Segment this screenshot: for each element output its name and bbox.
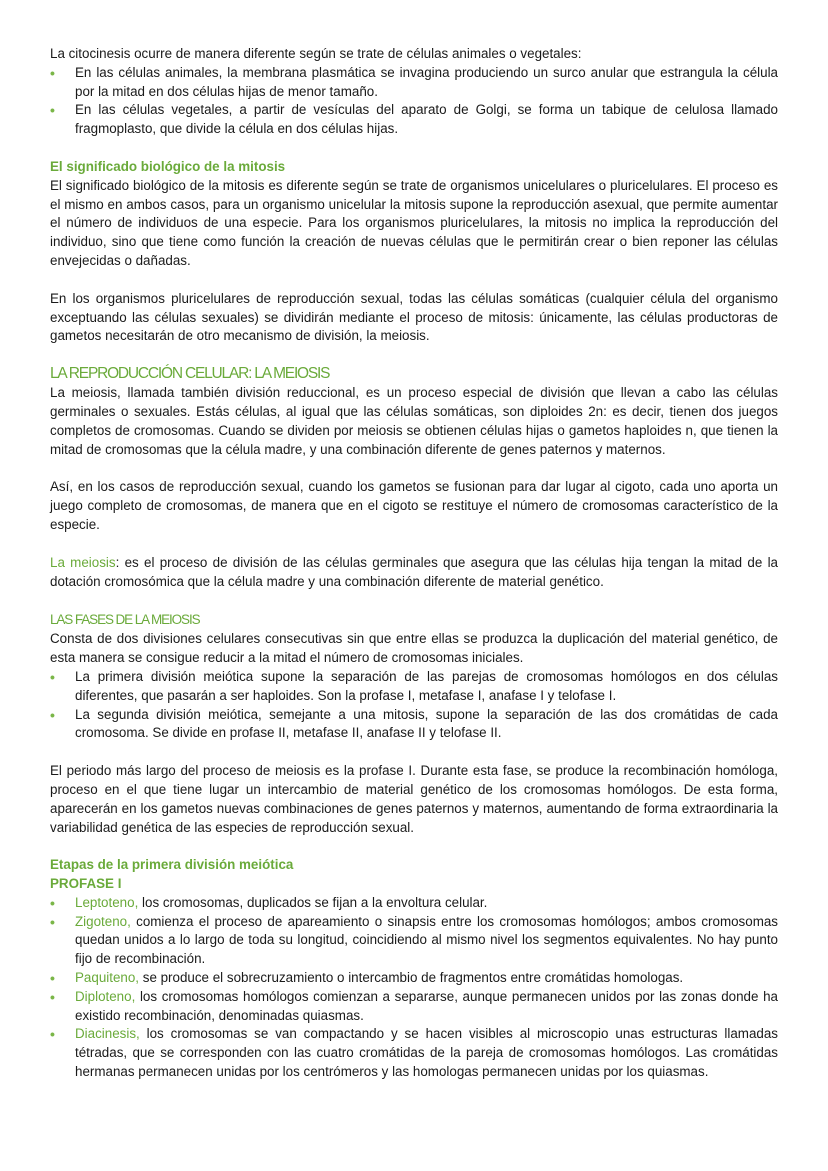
stage-term: Diacinesis, — [75, 1026, 140, 1042]
cytokinesis-list — [50, 64, 778, 139]
list-item: • En las células vegetales, a partir de vesículas del aparato de Golgi, se forma un tabique de celulosa llamado fragmoplasto, que divide la célula en dos células hijas. — [50, 101, 778, 139]
phases-list — [50, 668, 778, 743]
meiosis-definition-text: : es el proceso de división de las células germinales que asegura que las células hija tengan la mitad de la dotación cromosómica que la célula madre y una combinación diferente de material genético. — [50, 554, 778, 589]
meiosis-section-heading: LA REPRODUCCIÓN CELULAR: LA MEIOSIS — [50, 365, 330, 383]
stage-text: se produce el sobrecruzamiento o intercambio de fragmentos entre cromátidas homologas. — [139, 970, 684, 986]
meiosis-paragraph-1: La meiosis, llamada también división reduccional, es un proceso especial de división que llevan a cabo las células germinales o sexuales. Estás células, al igual que las células somáticas, son diploides 2n: es decir, tienen dos juegos completos de cromosomas. Cuando se dividen por meiosis se obtienen células hijas o gametos haploides n, que tienen la mitad de cromosomas que la célula madre, y una combinación diferente de genes paternos y maternos. — [50, 385, 778, 457]
first-division-heading: Etapas de la primera división meiótica — [50, 857, 294, 873]
phases-paragraph: El periodo más largo del proceso de meiosis es la profase I. Durante esta fase, se produce la recombinación homóloga, proceso en el que tiene lugar un intercambio de material genético de los cromosomas homólogos. De esta forma, aparecerán en los gametos nuevas combinaciones de genes paternos y maternos, aumentando de forma extraordinaria la variabilidad genética de las especies de reproducción sexual. — [50, 763, 778, 835]
stage-term: Paquiteno, — [75, 970, 140, 986]
meiosis-definition — [50, 554, 778, 592]
prophase-heading: PROFASE I — [50, 876, 122, 892]
stage-text: los cromosomas, duplicados se fijan a la envoltura celular. — [138, 894, 488, 910]
mitosis-meaning-paragraph-2: En los organismos pluricelulares de reproducción sexual, todas las células somáticas (cualquier célula del organismo exceptuando las células sexuales) se dividirán mediante el proceso de mitosis: únicamente, las células productoras de gametos necesitarán de otro mecanismo de división, la meiosis. — [50, 290, 778, 344]
mitosis-meaning-heading: El significado biológico de la mitosis — [50, 158, 286, 174]
stage-item — [50, 969, 778, 988]
mitosis-meaning-paragraph-1: El significado biológico de la mitosis es diferente según se trate de organismos unicelulares o pluricelulares. El proceso es el mismo en ambos casos, para un organismo unicelular la mitosis supone la reproducción asexual, que permite aumentar el número de individuos de una especie. Para los organismos pluricelulares, la mitosis no implica la reproducción del individuo, sino que tiene como función la creación de nuevas células que le permitirán crear o bien reponer las células envejecidas o dañadas. — [50, 177, 778, 268]
stage-term: Leptoteno, — [75, 894, 139, 910]
list-item: • En las células animales, la membrana plasmática se invagina produciendo un surco anular que estrangula la célula por la mitad en dos células hijas de menor tamaño. — [50, 64, 778, 102]
stage-item — [50, 988, 778, 1026]
list-item: • La segunda división meiótica, semejante a una mitosis, supone la separación de las dos cromátidas de cada cromosoma. Se divide en profase II, metafase II, anafase II y telofase II. — [50, 706, 778, 744]
document-page — [50, 45, 778, 1082]
stage-term: Diploteno, — [75, 988, 136, 1004]
cytokinesis-intro: La citocinesis ocurre de manera diferente según se trate de células animales o vegetales: — [50, 46, 582, 61]
phases-section-heading: LAS FASES DE LA MEIOSIS — [50, 612, 200, 628]
stage-item — [50, 1025, 778, 1081]
stage-text: comienza el proceso de apareamiento o sinapsis entre los cromosomas homólogos; ambos cromosomas quedan unidos a lo largo de toda su longitud, coincidiendo al mismo nivel los segmentos equivalentes. No hay punto fijo de recombinación. — [75, 913, 778, 967]
meiosis-paragraph-2: Así, en los casos de reproducción sexual, cuando los gametos se fusionan para dar lugar al cigoto, cada uno aporta un juego completo de cromosomas, de manera que en el cigoto se restituye el número de cromosomas característico de la especie. — [50, 479, 778, 532]
stage-item — [50, 913, 778, 969]
stage-term: Zigoteno, — [75, 913, 131, 929]
prophase-stages-list — [50, 894, 778, 1082]
stage-text: los cromosomas homólogos comienzan a separarse, aunque permanecen unidos por las zonas donde ha existido recombinación, denominadas quiasmas. — [75, 988, 778, 1023]
phases-intro: Consta de dos divisiones celulares consecutivas sin que entre ellas se produzca la duplicación del material genético, de esta manera se consigue reducir a la mitad el número de cromosomas iniciales. — [50, 631, 778, 666]
meiosis-term: La meiosis — [50, 554, 116, 570]
stage-text: los cromosomas se van compactando y se hacen visibles al microscopio unas estructuras llamadas tétradas, que se corresponden con las cuatro cromátidas de la pareja de cromosomas homólogos. Las cromátidas hermanas permanecen unidas por los centrómeros y las homologas permanecen unidas por los quiasmas. — [75, 1026, 778, 1080]
stage-item — [50, 894, 778, 913]
list-item: • La primera división meiótica supone la separación de las parejas de cromosomas homólogos en dos células diferentes, que pasarán a ser haploides. Son la profase I, metafase I, anafase I y telofase I. — [50, 668, 778, 706]
